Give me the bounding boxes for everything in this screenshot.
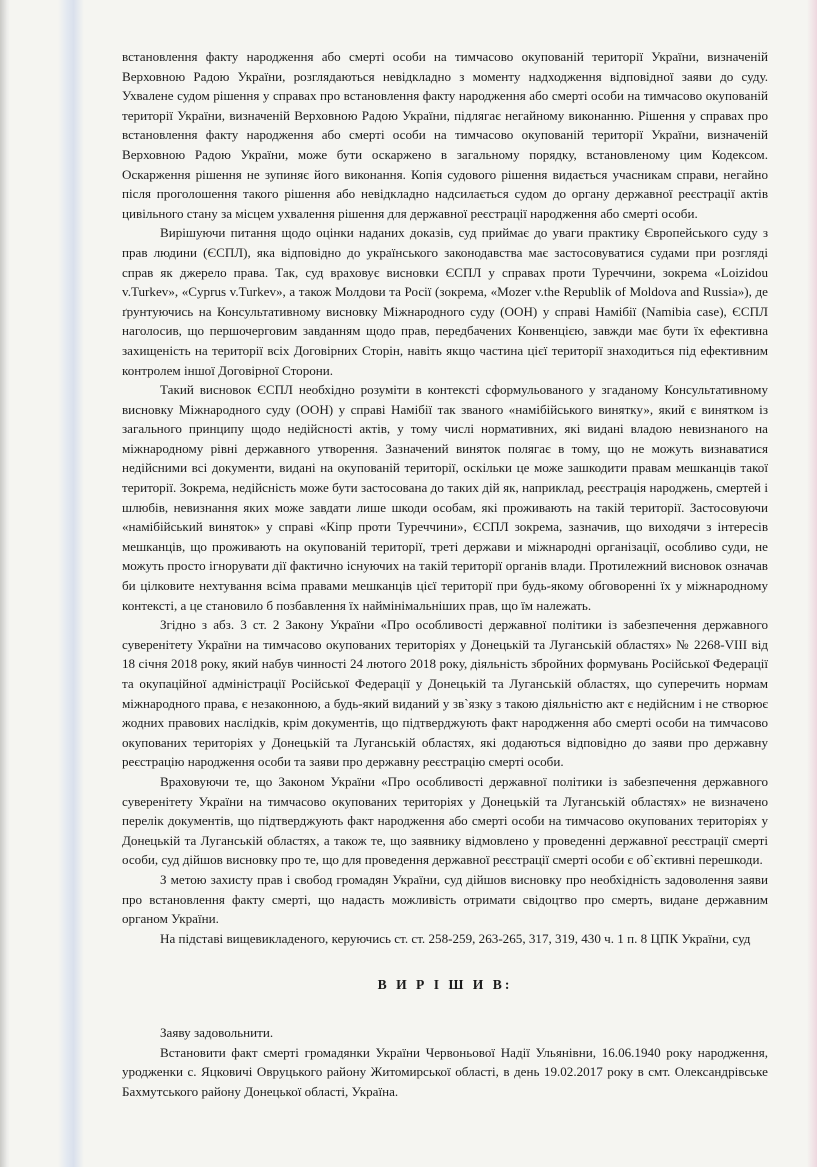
paragraph-considering: Враховуючи те, що Законом України «Про особливості державної політики із забезпечення державного суверенітету України на тимчасово окупованих територіях у Донецькій та Луганській областях» не визначено перелік документів, що підтверджують факт народження або смерті особи на тимчасово окупованих територіях у Донецькій та Луганській областях, а також те, що заявнику відмовлено у проведенні державної реєстрації смерті особи, суд дійшов висновку про те, що для проведення державної реєстрації смерті особи є об`єктивні перешкоди. [122, 773, 768, 868]
paragraph-namibia-exception: Такий висновок ЄСПЛ необхідно розуміти в контексті сформульованого у згаданому Консультативному висновку Міжнародного суду (ООН) у справі Намібії так званого «намібійського винятку», який є винятком із загального принципу щодо недійсності актів, у тому числі нормативних, які видані владою невизнаного на міжнародному рівні державного утворення. Зазначений виняток полягає в тому, що не можуть визнаватися недійсними всі документи, видані на окупованій території, оскільки це може зашкодити правам мешканців такої території. Зокрема, недійсність може бути застосована до таких дій як, наприклад, реєстрація народжень, смертей і шлюбів, невизнання яких може завдати лише шкоди особам, які проживають на такій території. Застосовуючи «намібійський виняток» у справі «Кіпр проти Туреччини», ЄСПЛ зокрема, зазначив, що виходячи з інтересів мешканців, що проживають на окупованій території, треті держави и міжнародні організації, особливо суди, не можуть просто ігнорувати дії фактично існуючих на такій території органів влади. Протилежний висновок означав би цілковите нехтування всіма правами мешканців цієї території при будь-якому обговоренні їх у міжнародному контексті, а це становило б позбавлення їх наймінімальніших прав, що їм належать. [122, 382, 768, 613]
paragraph-protection-of-rights: З метою захисту прав і свобод громадян України, суд дійшов висновку про необхідність задоволення заяви про встановлення факту смерті, що надасть можливість отримати свідоцтво про смерть, видане державним органом України. [122, 871, 768, 927]
decision-heading: В И Р І Ш И В: [377, 977, 513, 993]
scan-right-edge-tint [807, 0, 817, 1167]
scan-blue-streak [58, 0, 84, 1167]
decision-item-grant: Заяву задовольнити. [160, 1024, 274, 1040]
paragraph-continued: встановлення факту народження або смерті особи на тимчасово окупованій території України, визначеній Верховною Радою України, розглядаються невідкладно з моменту надходження відповідної заяви до суду. Ухвалене судом рішення у справах про встановлення факту народження або смерті особи на тимчасово окупованій території України, визначеній Верховною Радою України, підлягає негайному виконанню. Рішення у справах про встановлення факту народження або смерті особи на тимчасово окупованій території України, визначеній Верховною Радою України, може бути оскаржено в загальному порядку, встановленому цим Кодексом. Оскарження рішення не зупиняє його виконання. Копія судового рішення видається учасникам справи, негайно після проголошення такого рішення або невідкладно надсилається судом до органу державної реєстрації актів цивільного стану за місцем ухвалення рішення для державної реєстрації народження або смерті особи. [122, 49, 768, 221]
document-body [122, 47, 768, 1101]
paragraph-legal-basis: На підставі вищевикладеного, керуючись ст. ст. 258-259, 263-265, 317, 319, 430 ч. 1 п. 8 ЦПК України, суд [160, 930, 751, 946]
paragraph-echr-practice: Вирішуючи питання щодо оцінки наданих доказів, суд приймає до уваги практику Європейського суду з прав людини (ЄСПЛ), яка відповідно до українського законодавства має застосовуватися судами при розгляді справ як джерело права. Так, суд враховує висновки ЄСПЛ у справах проти Туреччини, зокрема «Loizidou v.Turkev», «Cyprus v.Turkev», а також Молдови та Росії (зокрема, «Mozer v.the Republik of Moldova and Russia»), де ґрунтуючись на Консультативному висновку Міжнародного суду (ООН) у справі Намібії (Namibia case), ЄСПЛ наголосив, що першочерговим завданням щодо прав, передбачених Конвенцією, завжди має бути їх ефективна захищеність на території всіх Договірних Сторін, навіть якщо частина цієї території знаходиться під ефективним контролем іншої Договірної Сторони. [122, 225, 768, 378]
decision-item-establish-fact: Встановити факт смерті громадянки України Червоньової Надії Ульянівни, 16.06.1940 року народження, уродженки с. Яцковичі Овруцького району Житомирської області, в день 19.02.2017 року в смт. Олександрівське Бахмутського району Донецької області, Україна. [122, 1044, 768, 1099]
scan-left-edge-shadow [0, 0, 10, 1167]
paragraph-law-2268: Згідно з абз. 3 ст. 2 Закону України «Про особливості державної політики із забезпечення державного суверенітету України на тимчасово окупованих територіях у Донецькій та Луганській областях» № 2268-VIII від 18 січня 2018 року, який набув чинності 24 лютого 2018 року, діяльність збройних формувань Російської Федерації та окупаційної адміністрації Російської Федерації у Донецькій та Луганській областях, що суперечить нормам міжнародного права, є незаконною, а будь-який виданий у зв`язку з такою діяльністю акт є недійсним і не створює жодних правових наслідків, крім документів, що підтверджують факт народження або смерті особи на тимчасово окупованих територіях у Донецькій та Луганській областях, які додаються відповідно до заяви про державну реєстрацію народження особи та заяви про державну реєстрацію смерті особи. [122, 617, 768, 770]
